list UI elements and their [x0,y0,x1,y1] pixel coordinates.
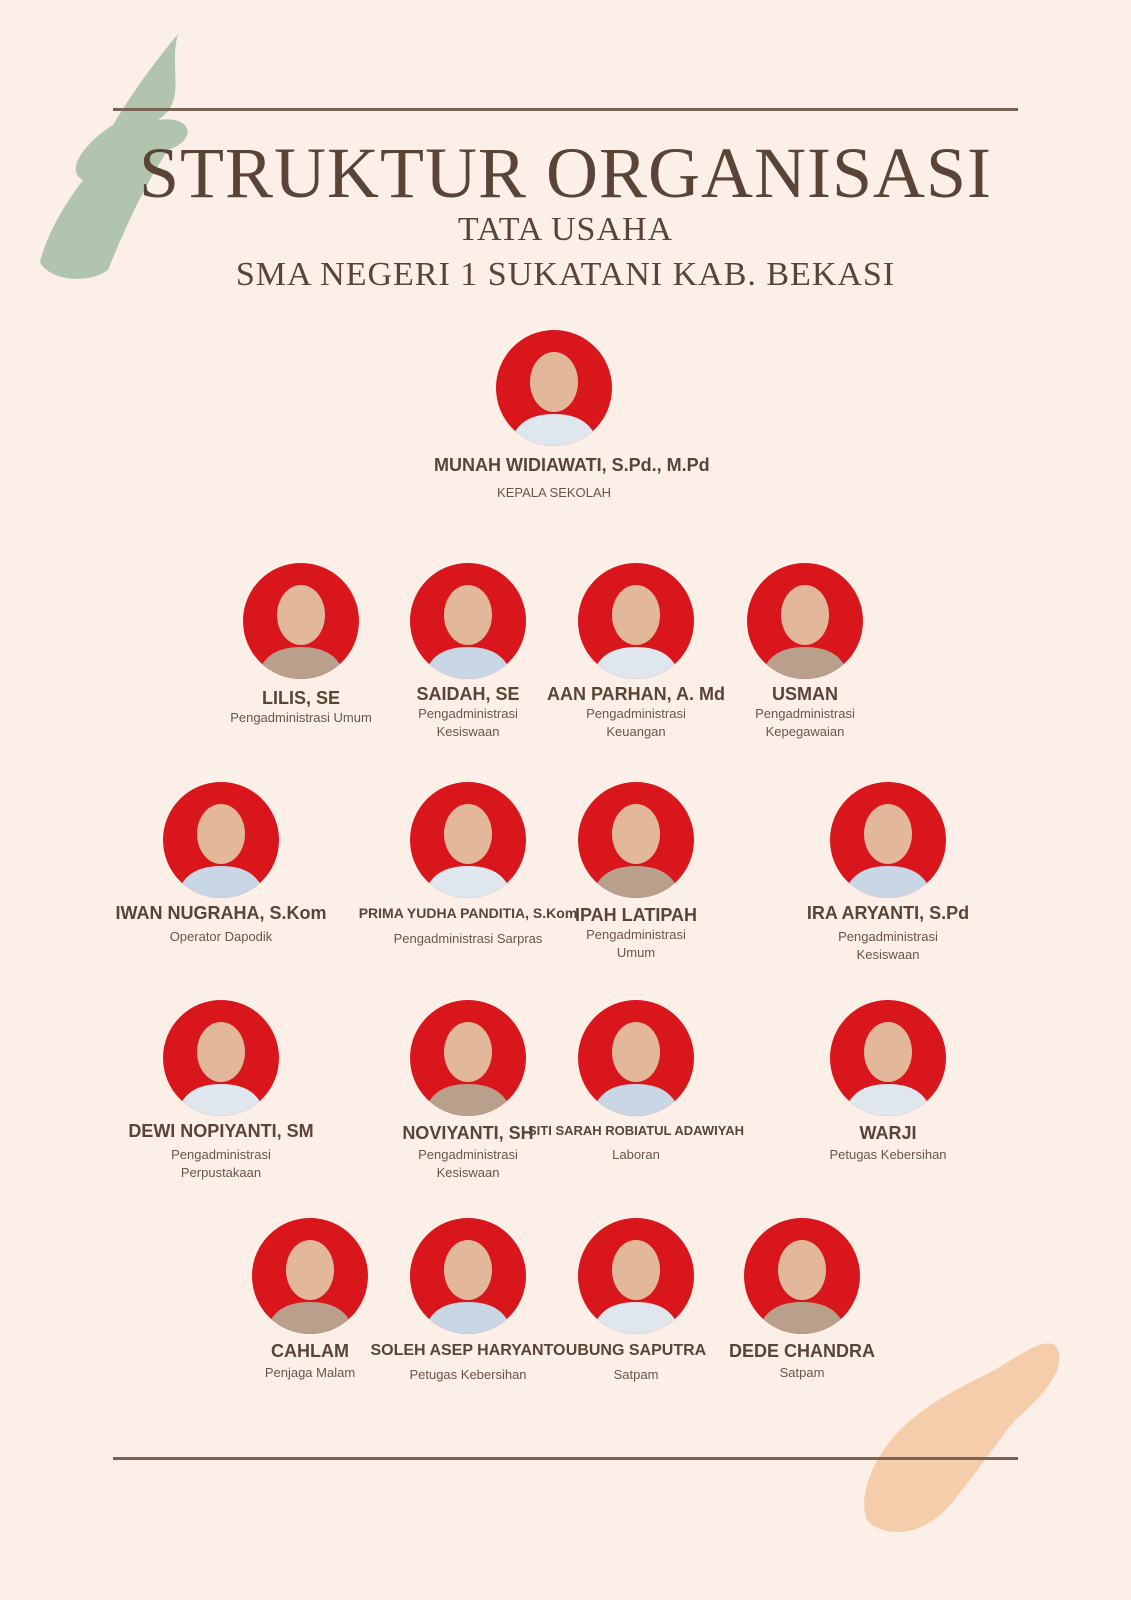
member-role: Pengadministrasi Umum [230,710,372,725]
portrait-face [277,585,325,645]
portrait-silhouette [410,782,526,898]
member-card [516,782,756,962]
portrait-face [778,1240,826,1300]
portrait-silhouette [243,563,359,679]
member-name: USMAN [772,684,838,704]
member-name: IWAN NUGRAHA, S.Kom [115,903,327,923]
portrait-shoulders [844,866,932,898]
portrait-silhouette [744,1218,860,1334]
member-card [101,1000,341,1182]
member-photo [243,563,359,679]
portrait-silhouette [578,563,694,679]
portrait-silhouette [496,330,612,446]
member-name: AAN PARHAN, A. Md [547,684,725,704]
member-role: Satpam [779,1365,825,1380]
member-photo [747,563,863,679]
member-photo [744,1218,860,1334]
portrait-face [781,585,829,645]
member-role: Laboran [612,1147,660,1162]
member-name: NOVIYANTI, SH [402,1123,534,1143]
member-photo [578,782,694,898]
member-role: Pengadministrasi Umum [586,927,686,960]
portrait-face [286,1240,334,1300]
member-name: DEDE CHANDRA [728,1341,875,1361]
member-photo [830,782,946,898]
portrait-face [612,585,660,645]
portrait-shoulders [424,647,512,679]
head-photo [496,330,612,446]
member-name: IRA ARYANTI, S.Pd [806,903,970,923]
member-name: CAHLAM [271,1341,349,1361]
portrait-shoulders [758,1302,846,1334]
member-role: Penjaga Malam [264,1365,356,1380]
member-role: Operator Dapodik [169,929,273,944]
member-role: Pengadministrasi Kesiswaan [418,1147,518,1180]
bottom-divider-line [113,1457,1018,1460]
member-name: DEWI NOPIYANTI, SM [128,1121,314,1141]
portrait-face [444,804,492,864]
portrait-shoulders [424,1302,512,1334]
member-photo [163,1000,279,1116]
member-role: Pengadministrasi Kesiswaan [838,929,938,962]
member-role: Satpam [613,1367,659,1382]
portrait-face [444,585,492,645]
portrait-silhouette [163,782,279,898]
head-name: MUNAH WIDIAWATI, S.Pd., M.Pd [434,455,710,475]
member-name: SITI SARAH ROBIATUL ADAWIYAH [528,1123,744,1138]
portrait-shoulders [424,866,512,898]
portrait-silhouette [410,1218,526,1334]
portrait-face [612,804,660,864]
member-card [101,782,341,946]
portrait-shoulders [177,866,265,898]
portrait-shoulders [510,414,598,446]
member-name: IPAH LATIPAH [575,905,697,925]
portrait-shoulders [844,1084,932,1116]
portrait-face [444,1240,492,1300]
portrait-silhouette [830,1000,946,1116]
member-photo [830,1000,946,1116]
portrait-silhouette [578,1218,694,1334]
portrait-shoulders [592,647,680,679]
portrait-face [530,352,578,412]
member-name: UBUNG SAPUTRA [565,1342,707,1359]
portrait-silhouette [163,1000,279,1116]
member-role: Petugas Kebersihan [829,1147,947,1162]
member-role: Pengadministrasi Sarpras [393,931,543,946]
portrait-shoulders [592,1302,680,1334]
member-name: LILIS, SE [261,688,340,708]
portrait-face [197,1022,245,1082]
member-photo [410,563,526,679]
portrait-face [197,804,245,864]
member-card [685,563,925,741]
member-role: Pengadministrasi Keuangan [586,706,686,739]
portrait-shoulders [761,647,849,679]
member-photo [578,1218,694,1334]
portrait-silhouette [578,782,694,898]
member-photo [410,782,526,898]
member-name: WARJI [859,1123,917,1143]
portrait-silhouette [578,1000,694,1116]
portrait-face [864,1022,912,1082]
portrait-face [612,1022,660,1082]
portrait-shoulders [257,647,345,679]
member-card [682,1218,922,1382]
portrait-face [612,1240,660,1300]
portrait-silhouette [410,1000,526,1116]
member-photo [578,1000,694,1116]
portrait-shoulders [592,1084,680,1116]
portrait-silhouette [410,563,526,679]
member-card [768,1000,1008,1164]
page-title: STRUKTUR ORGANISASI [138,133,993,213]
member-name: PRIMA YUDHA PANDITIA, S.Kom [358,905,578,921]
member-photo [410,1000,526,1116]
portrait-silhouette [747,563,863,679]
member-role: Petugas Kebersihan [409,1367,527,1382]
page-subtitle-school: SMA NEGERI 1 SUKATANI KAB. BEKASI [235,256,896,293]
member-card [516,1000,756,1164]
top-divider-line [113,108,1018,111]
portrait-shoulders [424,1084,512,1116]
portrait-face [444,1022,492,1082]
member-name: SOLEH ASEP HARYANTO [370,1342,566,1359]
member-role: Pengadministrasi Kepegawaian [755,706,855,739]
portrait-shoulders [177,1084,265,1116]
head-card [434,330,710,502]
member-name: SAIDAH, SE [416,684,520,704]
member-card [768,782,1008,964]
portrait-silhouette [830,782,946,898]
portrait-shoulders [592,866,680,898]
member-role: Pengadministrasi Perpustakaan [171,1147,271,1180]
portrait-face [864,804,912,864]
portrait-shoulders [266,1302,354,1334]
member-photo [410,1218,526,1334]
member-photo [578,563,694,679]
page-subtitle-unit: TATA USAHA [457,211,674,248]
member-role: Pengadministrasi Kesiswaan [418,706,518,739]
head-role: KEPALA SEKOLAH [497,485,611,500]
member-photo [163,782,279,898]
